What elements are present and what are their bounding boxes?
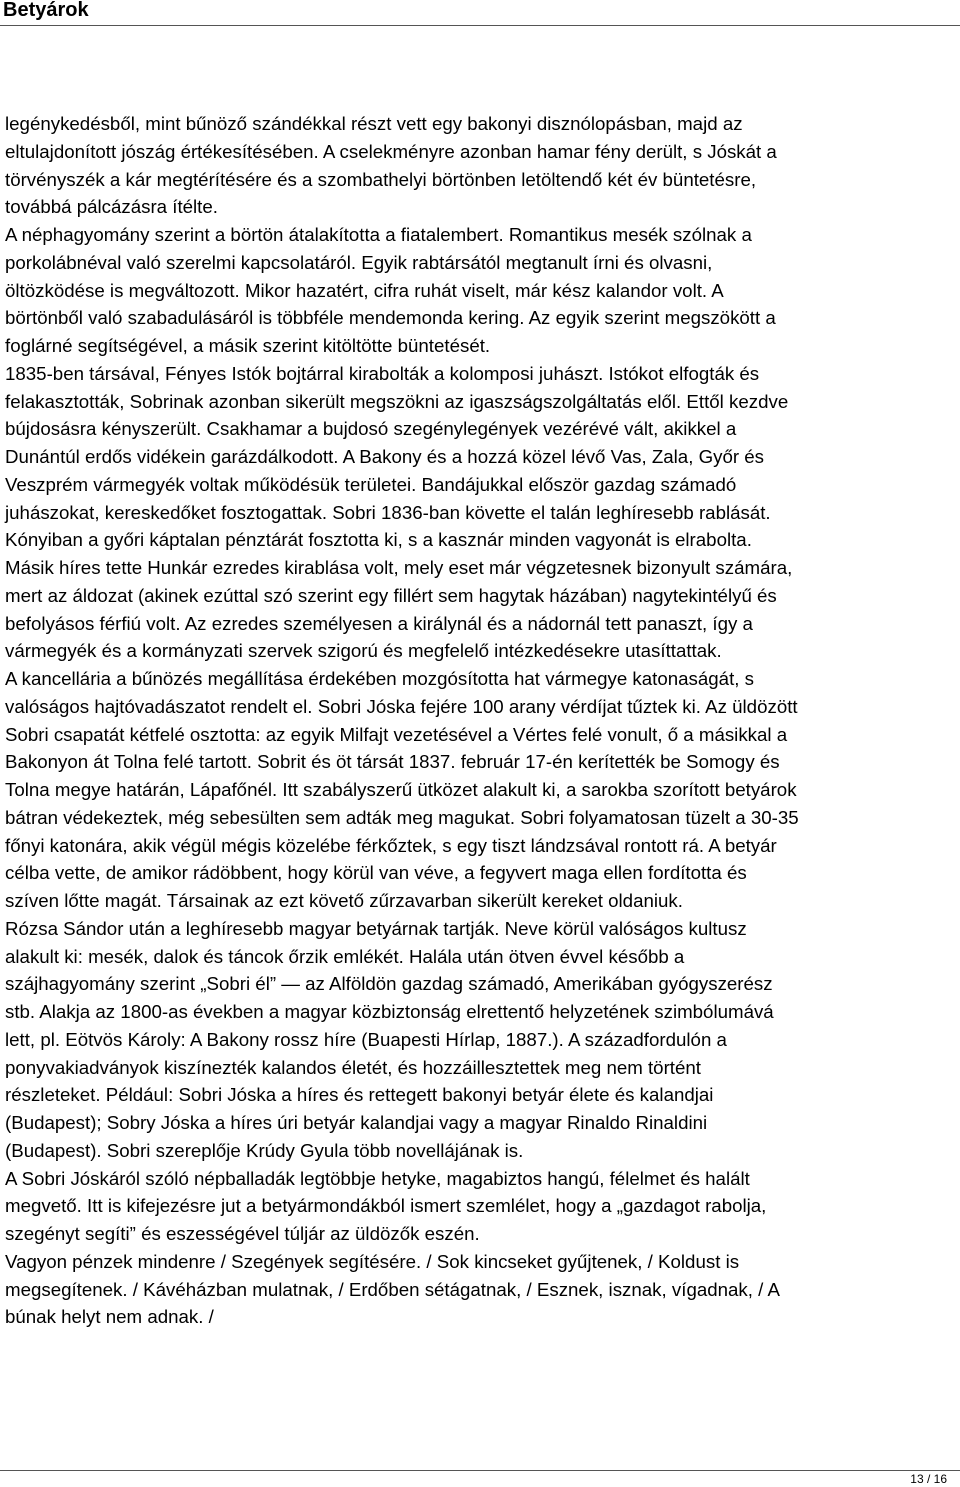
body-text-line: bátran védekeztek, még sebesülten sem adták meg magukat. Sobri folyamatosan tüzelt a 30-35 — [5, 806, 799, 828]
document-body — [5, 110, 960, 1331]
body-text-line: A Sobri Jóskáról szóló népballadák legtöbbje hetyke, magabiztos hangú, félelmet és halált — [5, 1167, 750, 1189]
body-text-line: Sobri csapatát kétfelé osztotta: az egyik Milfajt vezetésével a Vértes felé vonult, ő a másikkal a — [5, 723, 788, 745]
body-text-line: ponyvakiadványok kiszínezték kalandos életét, és hozzáillesztettek meg nem történt — [5, 1056, 701, 1078]
body-text-line: mert az áldozat (akinek ezúttal szó szerint egy fillért sem hagytak házában) nagytekintélyű és — [5, 584, 777, 606]
body-text-line: Rózsa Sándor után a leghíresebb magyar betyárnak tartják. Neve körül valóságos kultusz — [5, 917, 747, 939]
body-text-line: porkolábnéval való szerelmi kapcsolatáról. Egyik rabtársától megtanult írni és olvasni, — [5, 251, 713, 273]
body-text-line: (Budapest). Sobri szereplője Krúdy Gyula több novellájának is. — [5, 1139, 524, 1161]
body-text-line: búnak helyt nem adnak. / — [5, 1306, 214, 1328]
body-text-line: stb. Alakja az 1800-as években a magyar közbiztonság elrettentő helyzetének szimbólumává — [5, 1001, 774, 1022]
body-text-line: Kónyiban a győri káptalan pénztárát fosztotta ki, s a kasznár minden vagyonát is elrabolta. — [5, 529, 752, 551]
body-text-line: (Budapest); Sobry Jóska a híres úri betyár kalandjai vagy a magyar Rinaldo Rinaldini — [5, 1112, 708, 1133]
body-text-line: bújdosásra kényszerült. Csakhamar a bujdosó szegénylegények vezérévé vált, akikkel a — [5, 418, 737, 440]
body-text-line: főnyi katonára, akik végül mégis közelébe férkőztek, s egy tiszt lándzsával rontott rá. A betyár — [5, 834, 777, 856]
body-text-line: megvető. Itt is kifejezésre jut a betyármondákból ismert szemlélet, hogy a „gazdagot rabolja, — [5, 1195, 767, 1217]
body-text-line: öltözködése is megváltozott. Mikor hazatért, cifra ruhát viselt, már kész kalandor volt. A — [5, 279, 724, 301]
footer-divider — [0, 1470, 960, 1471]
body-text-line: szíven lőtte magát. Társainak az ezt követő zűrzavarban sikerült kereket oldaniuk. — [5, 890, 683, 911]
body-text-line: Másik híres tette Hunkár ezredes kirablása volt, mely eset már végzetesnek bizonyult számára, — [5, 557, 793, 578]
body-text-line: megsegítenek. / Kávéházban mulatnak, / Erdőben sétágatnak, / Esznek, isznak, vígadnak, / A — [5, 1278, 780, 1300]
body-text-line: részleteket. Például: Sobri Jóska a híres és rettegett bakonyi betyár élete és kalandjai — [5, 1084, 714, 1106]
body-text-line: lett, pl. Eötvös Károly: A Bakony rossz híre (Buapesti Hírlap, 1887.). A századfordulón a — [5, 1028, 727, 1050]
body-text-line: Tolna megye határán, Lápafőnél. Itt szabályszerű ütközet alakult ki, a sarokba szorított betyárok — [5, 779, 797, 800]
body-text-line: legénykedésből, mint bűnöző szándékkal részt vett egy bakonyi disznólopásban, majd az — [5, 113, 743, 134]
body-text-line: Dunántúl erdős vidékein garázdálkodott. A Bakony és a hozzá közel lévő Vas, Zala, Győr és — [5, 446, 765, 467]
header-divider — [0, 25, 960, 26]
page-number: 13 / 16 — [910, 1472, 947, 1486]
body-text-line: továbbá pálcázásra ítélte. — [5, 196, 218, 218]
body-text-line: juhászokat, kereskedőket fosztogattak. Sobri 1836-ban követte el talán leghíresebb rablását. — [5, 501, 771, 523]
body-text-line: szegényt segíti” és eszességével túljár az üldözők eszén. — [5, 1223, 480, 1244]
body-text-line: alakult ki: mesék, dalok és táncok őrzik emlékét. Halála után ötven évvel később a — [5, 945, 685, 967]
body-text-line: szájhagyomány szerint „Sobri él” — az Alföldön gazdag számadó, Amerikában gyógyszerész — [5, 973, 773, 995]
body-text-line: felakasztották, Sobrinak azonban sikerült megszökni az igaszságszolgáltatás elől. Ettől kezdve — [5, 390, 789, 412]
document-title: Betyárok — [3, 0, 89, 21]
body-text-line: célba vette, de amikor rádöbbent, hogy körül van véve, a fegyvert maga ellen fordította és — [5, 862, 747, 884]
body-text-line: A néphagyomány szerint a börtön átalakította a fiatalembert. Romantikus mesék szólnak a — [5, 224, 752, 245]
body-text-line: Veszprém vármegyék voltak működésük területei. Bandájukkal először gazdag számadó — [5, 473, 737, 495]
body-text-line: valóságos hajtóvadászatot rendelt el. Sobri Jóska fejére 100 arany vérdíjat tűztek ki. Az üldözött — [5, 695, 798, 717]
body-text-line: eltulajdonított jószág értékesítésében. A cselekményre azonban hamar fény derült, s Jóskát a — [5, 140, 777, 162]
body-text-line: A kancellária a bűnözés megállítása érdekében mozgósította hat vármegye katonaságát, s — [5, 668, 754, 689]
body-text-line: börtönből való szabadulásáról is többféle mendemonda kering. Az egyik szerint megszökött a — [5, 307, 776, 329]
body-text-line: befolyásos férfiú volt. Az ezredes személyesen a királynál és a nádornál tett panaszt, így a — [5, 612, 753, 634]
body-text-line: Vagyon pénzek mindenre / Szegények segítésére. / Sok kincseket gyűjtenek, / Koldust is — [5, 1250, 740, 1272]
body-text-line: Bakonyon át Tolna felé tartott. Sobrit és öt társát 1837. február 17-én kerítették be Somogy és — [5, 751, 780, 773]
body-text-line: törvényszék a kár megtérítésére és a szombathelyi börtönben letöltendő két év büntetésre, — [5, 168, 757, 190]
body-text-line: foglárné segítségével, a másik szerint kitöltötte büntetését. — [5, 335, 491, 356]
body-text-line: 1835-ben társával, Fényes Istók bojtárral kirabolták a kolomposi juhászt. Istókot elfogták és — [5, 362, 760, 384]
body-text-line: vármegyék és a kormányzati szervek szigorú és megfelelő intézkedésekre utasíttattak. — [5, 640, 722, 662]
